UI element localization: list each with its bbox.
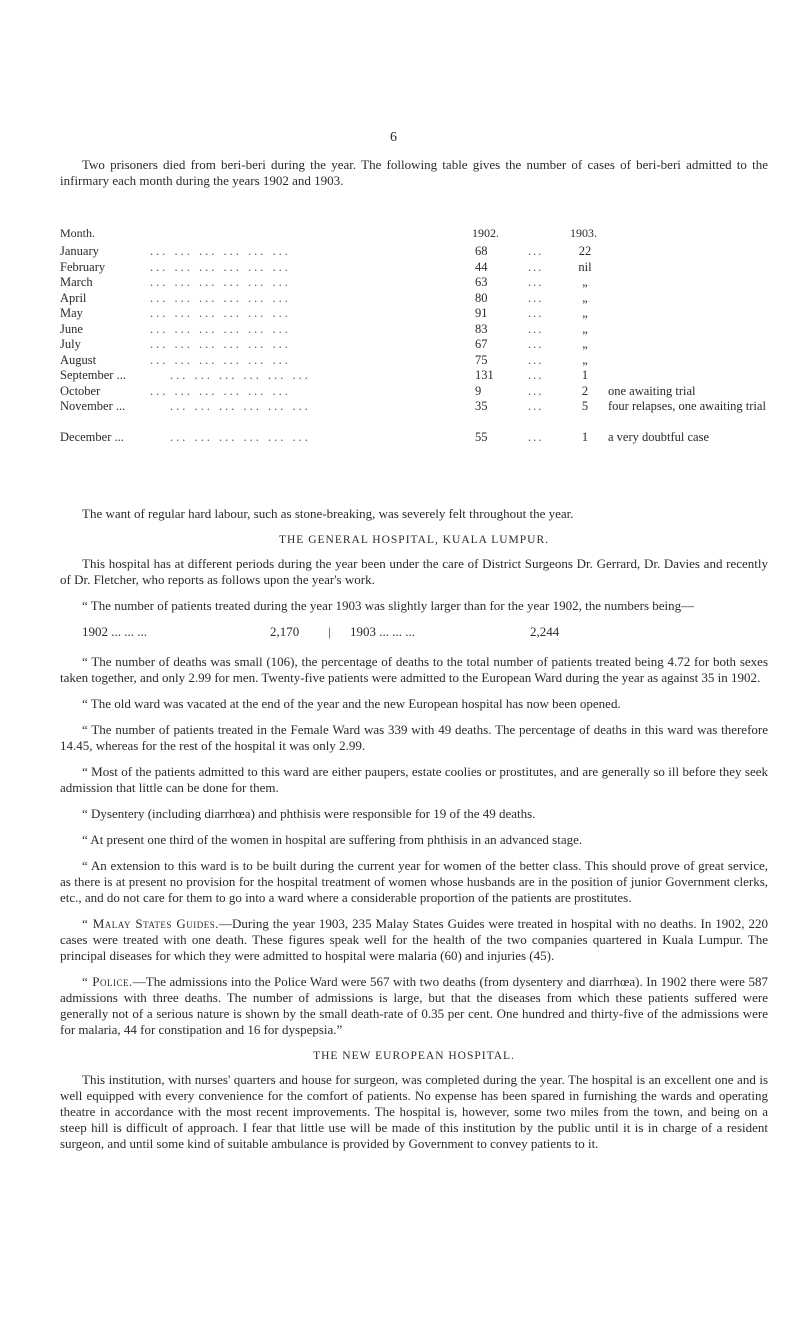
value-1902-cell: 9 [475, 383, 482, 398]
value-1903-cell: 1 [581, 368, 589, 382]
col-1902-header: 1902. [472, 226, 499, 240]
table-header [60, 226, 760, 244]
value-1903-cell: nil [578, 259, 592, 274]
leader-dots: ... ... ... ... ... ... [150, 337, 291, 351]
leader-dots: ... [528, 275, 544, 289]
value-1902-cell: 67 [475, 337, 488, 351]
table-row [60, 260, 760, 276]
leader-dots: ... ... ... ... ... ... [150, 306, 291, 320]
table-row [60, 244, 760, 260]
leader-dots: ... [528, 368, 544, 382]
leader-dots: ... ... ... ... ... ... [150, 352, 291, 367]
value-1903-cell: „ [582, 306, 588, 320]
main-text [60, 506, 768, 1162]
paupers-paragraph: “ Most of the patients admitted to this ward are either paupers, estate coolies or prostitutes, and are generally so ill before they seek admission that little can be done for them. [60, 764, 768, 795]
intro-paragraph: Two prisoners died from beri-beri during the year. The following table gives the number of cases of beri-beri admitted to the infirmary each month during the years 1902 and 1903. [60, 157, 768, 188]
value-1903-cell: „ [582, 275, 588, 289]
figure-year-1903: 1903 ... ... ... [350, 624, 415, 639]
month-cell: May [60, 306, 83, 320]
phthisis-paragraph: “ At present one third of the women in hospital are suffering from phthisis in an advanced stage. [82, 832, 583, 847]
leader-dots: ... [528, 321, 544, 336]
labour-paragraph: The want of regular hard labour, such as stone-breaking, was severely felt throughout the year. [82, 506, 574, 521]
police-paragraph [60, 974, 768, 1038]
leader-dots: ... ... ... ... ... ... [150, 290, 291, 305]
value-1902-cell: 55 [475, 430, 488, 444]
month-cell: December ... [60, 430, 124, 444]
leader-dots: ... [528, 337, 544, 351]
leader-dots: ... [528, 430, 544, 444]
figure-count-1902: 2,170 [270, 624, 300, 639]
patient-figures [60, 624, 768, 644]
police-text: —The admissions into the Police Ward were 567 with two deaths (from dysentery and diarrhœa). In 1902 there were 587 admissions with three deaths. The number of admissions is large, but that the diseases from which these patients suffered were generally not of a serious nature is shown by the small death-rate of 0.35 per cent. One hundred and thirty-five of the admissions were for malaria, 44 for constipation and 16 for dyspepsia.” [60, 974, 768, 1037]
table-row [60, 322, 760, 338]
month-cell: March [60, 275, 93, 289]
value-1902-cell: 91 [475, 306, 488, 320]
general-paragraph-1: This hospital has at different periods during the year been under the care of District Surgeons Dr. Gerrard, Dr. Davies and recently of Dr. Fletcher, who reports as follows upon the year's work. [60, 556, 768, 587]
leader-dots: ... ... ... ... ... ... [150, 275, 291, 289]
leader-dots: ... [528, 290, 544, 305]
leader-dots: ... ... ... ... ... ... [150, 321, 291, 336]
month-cell: July [60, 337, 81, 351]
value-1903-cell: 5 [581, 399, 589, 413]
leader-dots: ... [528, 383, 544, 398]
value-1903-cell: 22 [578, 244, 592, 258]
general-hospital-heading: THE GENERAL HOSPITAL, KUALA LUMPUR. [278, 534, 550, 546]
value-1902-cell: 63 [475, 275, 488, 289]
page-number: 6 [390, 130, 397, 145]
table-row [60, 291, 760, 307]
value-1902-cell: 35 [475, 399, 488, 413]
table-row [60, 399, 766, 430]
police-label: “ Police. [82, 974, 133, 989]
malay-guides-paragraph [60, 916, 768, 964]
month-cell: November ... [60, 399, 126, 413]
month-cell: September ... [60, 368, 126, 382]
figure-separator: | [328, 624, 331, 639]
value-1903-cell: 2 [581, 383, 589, 398]
table-row [60, 306, 760, 322]
leader-dots: ... ... ... ... ... ... [150, 259, 291, 274]
value-1902-cell: 80 [475, 290, 488, 305]
month-cell: August [60, 352, 97, 367]
leader-dots: ... ... ... ... ... ... [150, 244, 291, 258]
intro-block [60, 157, 768, 199]
value-1903-cell: „ [582, 321, 588, 336]
malay-guides-label: “ Malay States Guides. [82, 916, 219, 931]
remark-cell: four relapses, one awaiting trial [608, 399, 766, 413]
leader-dots: ... [528, 352, 544, 367]
col-month-header: Month. [60, 226, 96, 240]
table-row [60, 353, 760, 369]
leader-dots: ... [528, 244, 544, 258]
value-1903-cell: 1 [581, 430, 589, 444]
dysentery-paragraph: “ Dysentery (including diarrhœa) and phthisis were responsible for 19 of the 49 deaths. [82, 806, 536, 821]
value-1903-cell: „ [582, 290, 588, 305]
general-paragraph-2: “ The number of patients treated during the year 1903 was slightly larger than for the year 1902, the numbers being— [82, 598, 695, 613]
month-cell: June [60, 321, 83, 336]
leader-dots: ... [528, 306, 544, 320]
value-1902-cell: 68 [475, 244, 488, 258]
european-hospital-paragraph: This institution, with nurses' quarters and house for surgeon, was completed during the year. The hospital is an excellent one and is well equipped with every convenience for the comfort of patients. No expense has been spared in furnishing the wards and operating theatre in accordance with the most recent improvements. The hospital is, however, some two miles from the town, and being on a steep hill is difficult of approach. I fear that little use will be made of this institution by the public until it is in charge of a resident surgeon, and until some kind of suitable ambulance is provided by Government to convey patients to it. [60, 1072, 768, 1151]
table-row [60, 384, 760, 400]
value-1902-cell: 75 [475, 352, 488, 367]
remark-cell: a very doubtful case [608, 430, 710, 444]
leader-dots: ... ... ... ... ... ... [170, 368, 311, 382]
beriberi-table [60, 226, 766, 446]
value-1902-cell: 83 [475, 321, 488, 336]
leader-dots: ... [528, 259, 544, 274]
table-row [60, 275, 760, 291]
value-1903-cell: „ [582, 337, 588, 351]
table-row [60, 368, 760, 384]
figure-count-1903: 2,244 [530, 624, 560, 639]
deaths-paragraph: “ The number of deaths was small (106), the percentage of deaths to the total number of patients treated being 4.72 for both sexes taken together, and only 2.99 for men. Twenty-five patients were admitted to the European Ward during the year as against 35 in 1902. [60, 654, 768, 685]
leader-dots: ... ... ... ... ... ... [170, 399, 311, 413]
month-cell: January [60, 244, 99, 258]
leader-dots: ... ... ... ... ... ... [150, 383, 291, 398]
value-1902-cell: 131 [475, 368, 494, 382]
month-cell: October [60, 383, 101, 398]
old-ward-paragraph: “ The old ward was vacated at the end of the year and the new European hospital has now been opened. [82, 696, 621, 711]
table-row [60, 337, 760, 353]
month-cell: April [60, 290, 87, 305]
malay-guides-text: —During the year 1903, 235 Malay States Guides were treated in hospital with no deaths. In 1902, 220 cases were treated with one death. These figures speak well for the health of the two companies quartered in Kuala Lumpur. The principal diseases for which they were admitted to hospital were malaria (60) and injuries (45). [60, 916, 768, 963]
value-1903-cell: „ [582, 352, 588, 367]
value-1902-cell: 44 [475, 259, 488, 274]
leader-dots: ... [528, 399, 544, 413]
remark-cell: one awaiting trial [608, 383, 696, 398]
extension-paragraph: “ An extension to this ward is to be built during the current year for women of the better class. This should prove of great service, as there is at present no provision for the hospital treatment of women whose husbands are in the position of junior Government clerks, etc., and do not care for them to go into a ward where a considerable proportion of the patients are prostitutes. [60, 858, 768, 905]
figure-year-1902: 1902 ... ... ... [82, 624, 147, 639]
month-cell: February [60, 259, 106, 274]
leader-dots: ... ... ... ... ... ... [170, 430, 311, 444]
table-body [60, 244, 766, 446]
col-1903-header: 1903. [570, 226, 597, 240]
table-row [60, 430, 760, 446]
female-ward-paragraph: “ The number of patients treated in the Female Ward was 339 with 49 deaths. The percentage of deaths in this ward was therefore 14.45, whereas for the rest of the hospital it was only 2.99. [60, 722, 768, 753]
european-hospital-heading: THE NEW EUROPEAN HOSPITAL. [313, 1050, 515, 1062]
